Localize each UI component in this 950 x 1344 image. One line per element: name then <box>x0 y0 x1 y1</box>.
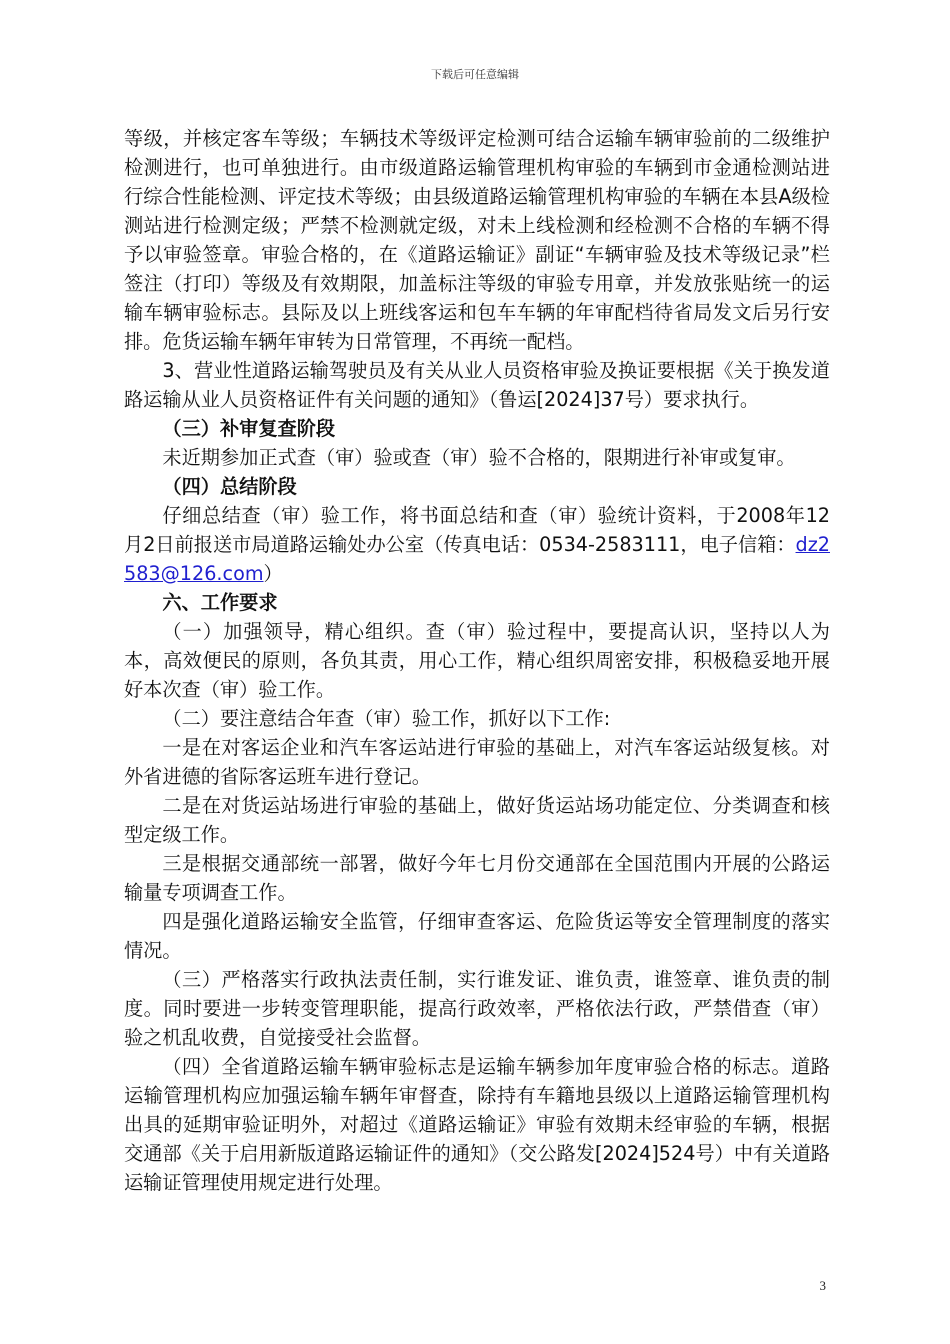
paragraph: （三）严格落实行政执法责任制，实行谁发证、谁负责，谁签章、谁负责的制度。同时要进一步转变管理职能，提高行政效率，严格依法行政，严禁借查（审）验之机乱收费，自觉接受社会监督。 <box>124 968 830 1049</box>
paragraph: （一）加强领导，精心组织。查（审）验过程中，要提高认识，坚持以人为本，高效便民的原则，各负其责，用心工作，精心组织周密安排，积极稳妥地开展好本次查（审）验工作。 <box>124 620 830 701</box>
paragraph: 等级，并核定客车等级；车辆技术等级评定检测可结合运输车辆审验前的二级维护检测进行，也可单独进行。由市级道路运输管理机构审验的车辆到市金通检测站进行综合性能检测、评定技术等级；由县级道路运输管理机构审验的车辆在本县A级检测站进行检测定级；严禁不检测就定级，对未上线检测和经检测不合格的车辆不得予以审验签章。审验合格的，在《道路运输证》副证“车辆审验及技术等级记录”栏签注（打印）等级及有效期限，加盖标注等级的审验专用章，并发放张贴统一的运输车辆审验标志。县际及以上班线客运和包车车辆的年审配档待省局发文后另行安排。危货运输车辆年审转为日常管理，不再统一配档。 <box>124 127 830 353</box>
paragraph: 未近期参加正式查（审）验或查（审）验不合格的，限期进行补审或复审。 <box>162 446 796 469</box>
body-text <box>124 124 830 1197</box>
paragraph: （二）要注意结合年查（审）验工作，抓好以下工作: <box>162 707 611 730</box>
paragraph: 三是根据交通部统一部署，做好今年七月份交通部在全国范围内开展的公路运输量专项调查工作。 <box>124 852 830 904</box>
paragraph <box>124 501 830 588</box>
paragraph-text: 仔细总结查（审）验工作，将书面总结和查（审）验统计资料，于2008年12月2日前报送市局道路运输处办公室（传真电话：0534-2583111，电子信箱： <box>124 504 830 556</box>
paragraph: 四是强化道路运输安全监管，仔细审查客运、危险货运等安全管理制度的落实情况。 <box>124 910 830 962</box>
page-number: 3 <box>819 1278 826 1293</box>
section-heading: 六、工作要求 <box>162 591 278 614</box>
paragraph: （四）全省道路运输车辆审验标志是运输车辆参加年度审验合格的标志。道路运输管理机构应加强运输车辆年审督查，除持有车籍地县级以上道路运输管理机构出具的延期审验证明外，对超过《道路运输证》审验有效期未经审验的车辆，根据交通部《关于启用新版道路运输证件的通知》（交公路发[2024]524号）中有关道路运输证管理使用规定进行处理。 <box>124 1055 830 1194</box>
paragraph: 二是在对货运站场进行审验的基础上，做好货运站场功能定位、分类调查和核型定级工作。 <box>124 794 830 846</box>
paragraph-text-end: ） <box>263 562 283 585</box>
paragraph: 一是在对客运企业和汽车客运站进行审验的基础上，对汽车客运站级复核。对外省进德的省际客运班车进行登记。 <box>124 736 830 788</box>
section-heading: （三）补审复查阶段 <box>162 417 336 440</box>
paragraph: 3、营业性道路运输驾驶员及有关从业人员资格审验及换证要根据《关于换发道路运输从业人员资格证件有关问题的通知》（鲁运[2024]37号）要求执行。 <box>124 359 830 411</box>
header-note: 下载后可任意编辑 <box>431 68 519 81</box>
email-link[interactable]: dz2583@126.com <box>124 533 830 585</box>
section-heading: （四）总结阶段 <box>162 475 297 498</box>
